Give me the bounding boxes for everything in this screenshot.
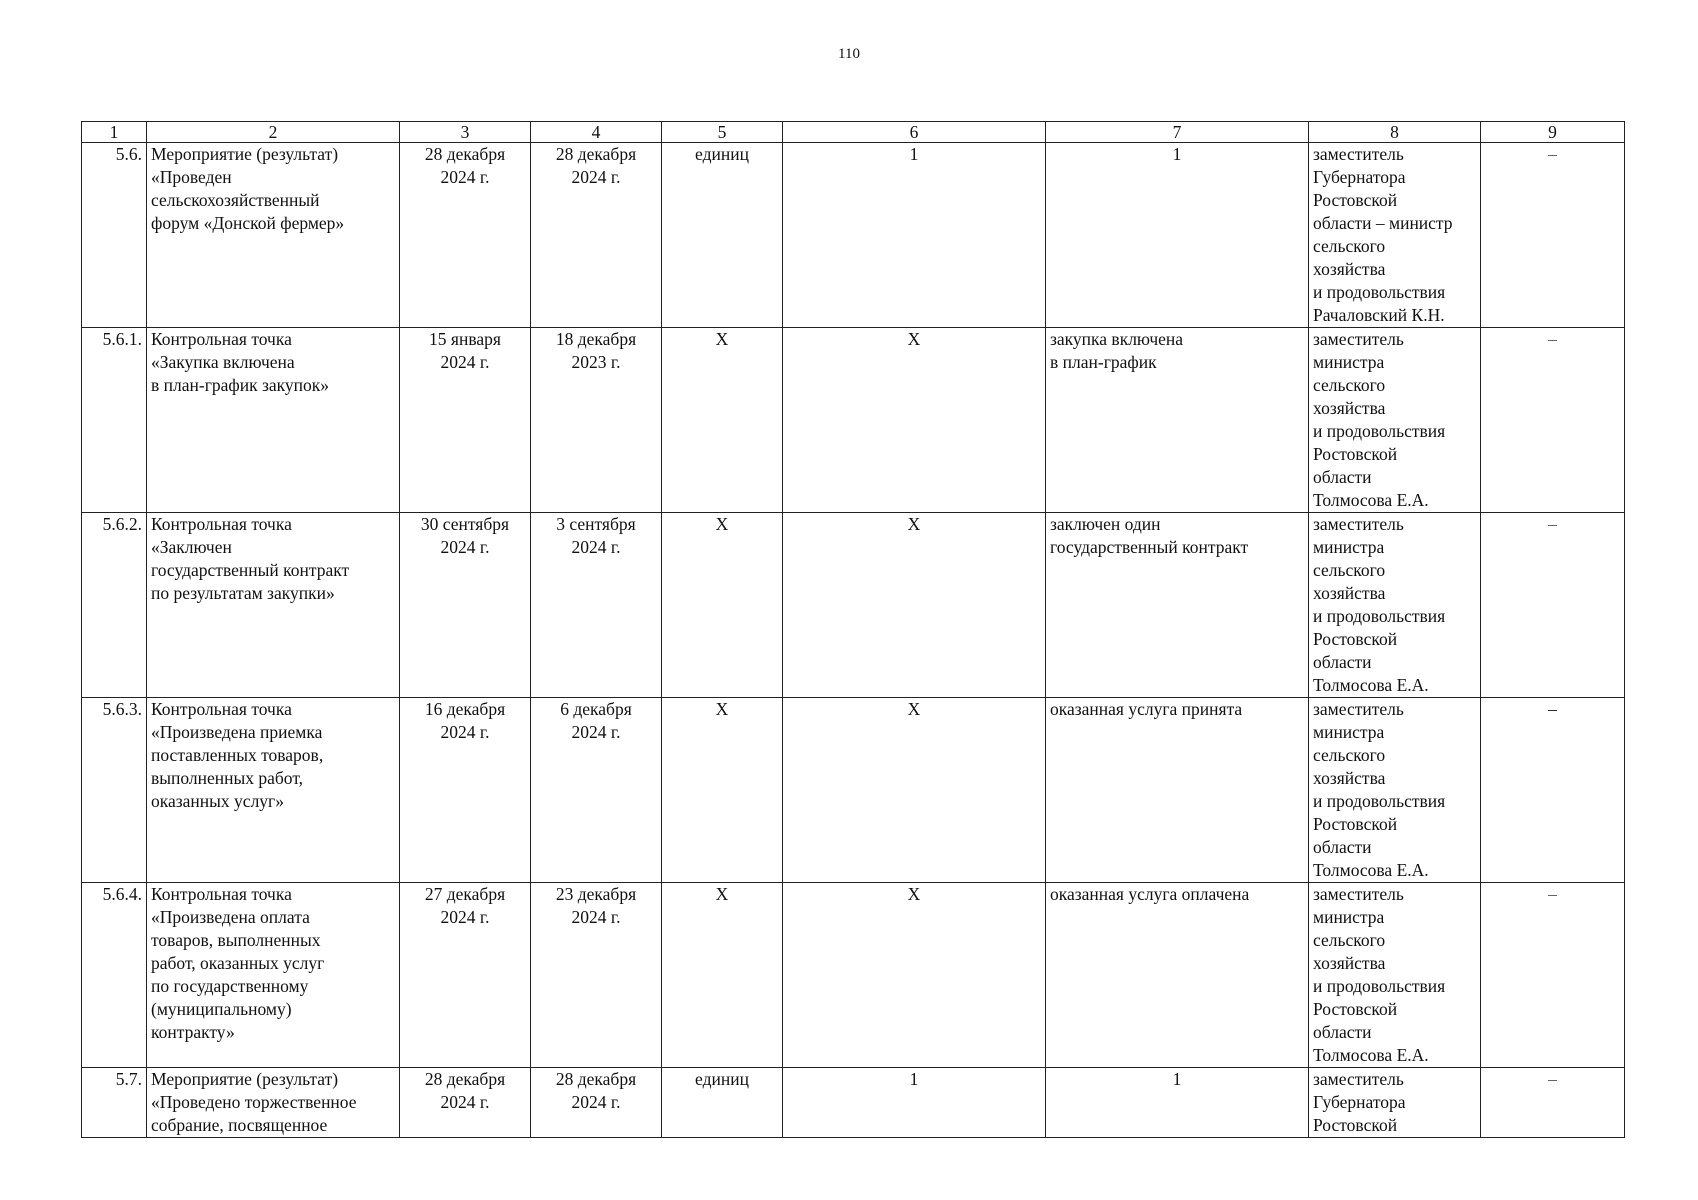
row-unit: единиц [662,143,783,328]
row-value-fact: оказанная услуга оплачена [1046,883,1309,1068]
row-number: 5.6.2. [82,513,147,698]
table-row [82,698,1625,883]
row-name: Контрольная точка «Произведена оплата товаров, выполненных работ, оказанных услуг по государственному (муниципальному) контракту» [147,883,400,1068]
header-cell: 5 [662,122,783,143]
header-cell: 1 [82,122,147,143]
row-unit: Х [662,513,783,698]
row-date-plan: 16 декабря 2024 г. [400,698,531,883]
plan-table [81,121,1625,1138]
header-cell: 9 [1481,122,1625,143]
row-value-plan: 1 [783,1068,1046,1138]
row-responsible: заместитель министра сельского хозяйства и продовольствия Ростовской области Толмосова Е.А. [1309,513,1481,698]
row-date-fact: 28 декабря 2024 г. [531,143,662,328]
row-note: – [1481,513,1625,698]
table-row [82,883,1625,1068]
row-responsible: заместитель Губернатора Ростовской области – министр сельского хозяйства и продовольствия Рачаловский К.Н. [1309,143,1481,328]
row-date-fact: 3 сентября 2024 г. [531,513,662,698]
row-name: Мероприятие (результат) «Проведен сельскохозяйственный форум «Донской фермер» [147,143,400,328]
row-unit: Х [662,328,783,513]
header-cell: 6 [783,122,1046,143]
row-value-fact: закупка включена в план-график [1046,328,1309,513]
row-unit: единиц [662,1068,783,1138]
row-number: 5.6. [82,143,147,328]
row-number: 5.6.4. [82,883,147,1068]
row-date-fact: 28 декабря 2024 г. [531,1068,662,1138]
table-row [82,143,1625,328]
row-value-fact: заключен один государственный контракт [1046,513,1309,698]
row-date-fact: 6 декабря 2024 г. [531,698,662,883]
row-responsible: заместитель министра сельского хозяйства и продовольствия Ростовской области Толмосова Е.А. [1309,328,1481,513]
row-unit: Х [662,883,783,1068]
row-date-plan: 28 декабря 2024 г. [400,1068,531,1138]
row-number: 5.6.1. [82,328,147,513]
row-value-fact: оказанная услуга принята [1046,698,1309,883]
row-date-plan: 28 декабря 2024 г. [400,143,531,328]
row-value-plan: Х [783,883,1046,1068]
row-responsible: заместитель Губернатора Ростовской [1309,1068,1481,1138]
row-unit: Х [662,698,783,883]
row-responsible: заместитель министра сельского хозяйства и продовольствия Ростовской области Толмосова Е.А. [1309,883,1481,1068]
row-date-fact: 23 декабря 2024 г. [531,883,662,1068]
row-responsible: заместитель министра сельского хозяйства и продовольствия Ростовской области Толмосова Е.А. [1309,698,1481,883]
row-value-fact: 1 [1046,143,1309,328]
row-date-plan: 27 декабря 2024 г. [400,883,531,1068]
row-note: – [1481,883,1625,1068]
row-number: 5.6.3. [82,698,147,883]
row-note: – [1481,698,1625,883]
row-name: Контрольная точка «Закупка включена в план-график закупок» [147,328,400,513]
page-number: 110 [838,46,860,62]
row-note: – [1481,143,1625,328]
row-value-plan: Х [783,513,1046,698]
header-cell: 7 [1046,122,1309,143]
row-date-fact: 18 декабря 2023 г. [531,328,662,513]
header-cell: 2 [147,122,400,143]
row-value-plan: 1 [783,143,1046,328]
table-row [82,1068,1625,1138]
table-row [82,328,1625,513]
row-note: – [1481,328,1625,513]
row-name: Контрольная точка «Произведена приемка поставленных товаров, выполненных работ, оказанных услуг» [147,698,400,883]
header-cell: 4 [531,122,662,143]
row-value-plan: Х [783,328,1046,513]
row-value-fact: 1 [1046,1068,1309,1138]
row-value-plan: Х [783,698,1046,883]
row-number: 5.7. [82,1068,147,1138]
table-row [82,513,1625,698]
header-cell: 8 [1309,122,1481,143]
row-name: Мероприятие (результат) «Проведено торжественное собрание, посвященное [147,1068,400,1138]
row-note: – [1481,1068,1625,1138]
row-name: Контрольная точка «Заключен государственный контракт по результатам закупки» [147,513,400,698]
row-date-plan: 15 января 2024 г. [400,328,531,513]
header-cell: 3 [400,122,531,143]
table-header-row [82,122,1625,143]
row-date-plan: 30 сентября 2024 г. [400,513,531,698]
